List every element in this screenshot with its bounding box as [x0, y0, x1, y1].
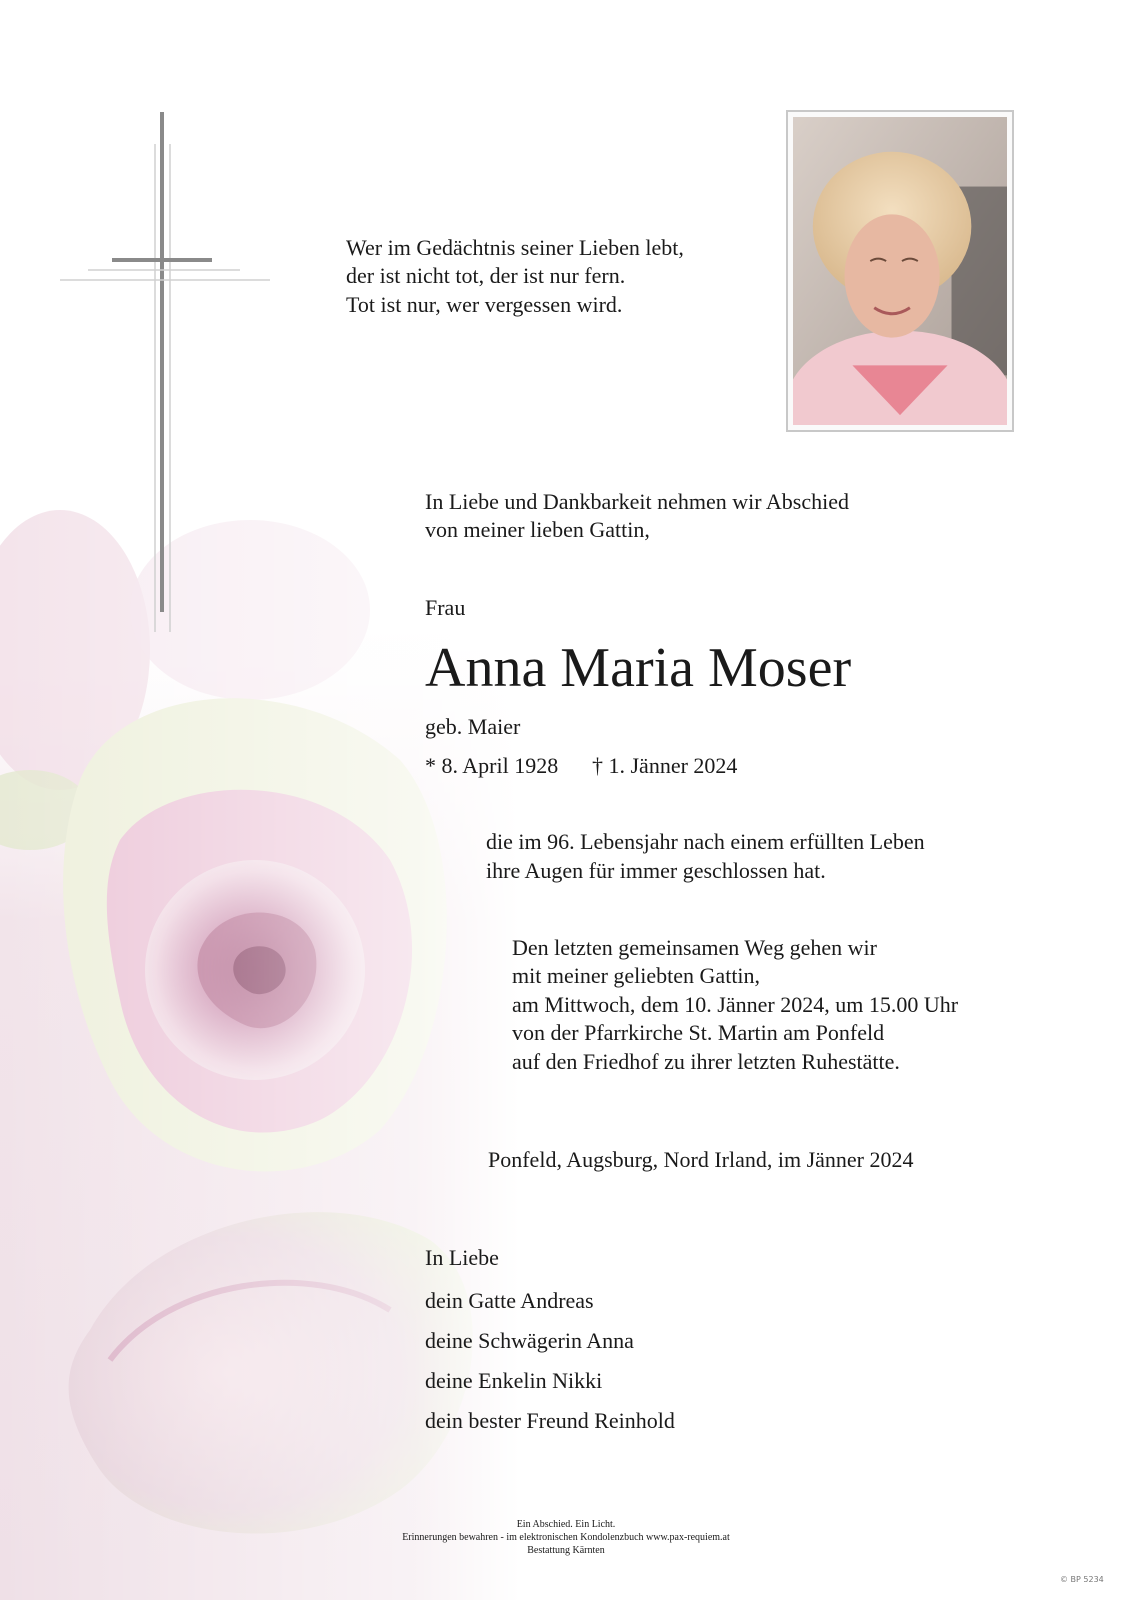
- document-code: © BP 5234: [1060, 1575, 1104, 1584]
- birth-date: * 8. April 1928: [425, 753, 559, 778]
- quote-line: Wer im Gedächtnis seiner Lieben lebt,: [346, 235, 684, 260]
- place-date: Ponfeld, Augsburg, Nord Irland, im Jänner 2024: [488, 1147, 914, 1172]
- intro-line: In Liebe und Dankbarkeit nehmen wir Abschied: [425, 489, 849, 514]
- death-date: † 1. Jänner 2024: [592, 753, 738, 778]
- footer: [0, 1518, 1132, 1557]
- life-line: die im 96. Lebensjahr nach einem erfüllten Leben: [486, 829, 925, 854]
- quote-line: Tot ist nur, wer vergessen wird.: [346, 292, 623, 317]
- funeral-line: auf den Friedhof zu ihrer letzten Ruhestätte.: [512, 1049, 900, 1074]
- deceased-name: Anna Maria Moser: [425, 637, 852, 699]
- footer-line: Ein Abschied. Ein Licht.: [516, 1519, 616, 1530]
- footer-line: Erinnerungen bewahren - im elektronischen Kondolenzbuch www.pax-requiem.at: [402, 1532, 730, 1543]
- maiden-name: geb. Maier: [425, 714, 521, 739]
- salutation: Frau: [425, 595, 466, 620]
- mourner-item: deine Schwägerin Anna: [425, 1328, 634, 1353]
- footer-line: Bestattung Kärnten: [527, 1545, 605, 1556]
- portrait-photo-frame: [786, 110, 1014, 432]
- mourner-item: dein bester Freund Reinhold: [425, 1408, 675, 1433]
- intro-line: von meiner lieben Gattin,: [425, 517, 650, 542]
- funeral-line: Den letzten gemeinsamen Weg gehen wir: [512, 935, 877, 960]
- cross-icon: [60, 112, 270, 652]
- portrait-photo: [793, 117, 1007, 425]
- mourner-item: deine Enkelin Nikki: [425, 1368, 603, 1393]
- funeral-line: am Mittwoch, dem 10. Jänner 2024, um 15.00 Uhr: [512, 992, 959, 1017]
- funeral-line: von der Pfarrkirche St. Martin am Ponfeld: [512, 1020, 885, 1045]
- mourners-heading: In Liebe: [425, 1245, 499, 1270]
- quote-line: der ist nicht tot, der ist nur fern.: [346, 263, 626, 288]
- funeral-line: mit meiner geliebten Gattin,: [512, 963, 761, 988]
- mourner-item: dein Gatte Andreas: [425, 1288, 594, 1313]
- life-line: ihre Augen für immer geschlossen hat.: [486, 858, 826, 883]
